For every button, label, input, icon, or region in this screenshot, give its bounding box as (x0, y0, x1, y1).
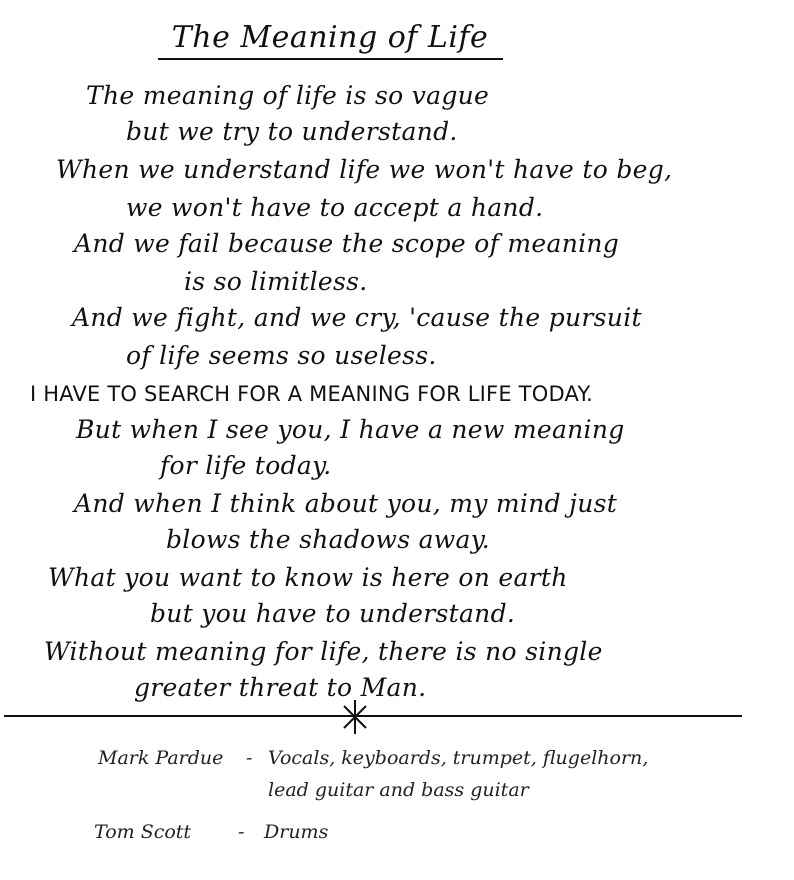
lyric-line-9: I HAVE TO SEARCH FOR A MEANING FOR LIFE TODAY. (30, 382, 594, 406)
lyric-line-3: When we understand life we won't have to beg, (56, 155, 673, 184)
credit-role: Drums (264, 821, 329, 843)
lyric-line-15: but you have to understand. (150, 599, 516, 628)
title-underline (158, 58, 503, 60)
lyric-line-2: but we try to understand. (126, 117, 458, 146)
credit-name: Mark Pardue (98, 747, 224, 769)
lyric-line-4: we won't have to accept a hand. (126, 193, 544, 222)
lyric-line-5: And we fail because the scope of meaning (74, 229, 620, 258)
lyric-line-1: The meaning of life is so vague (86, 81, 490, 110)
page-title: The Meaning of Life (171, 20, 489, 55)
lyric-line-7: And we fight, and we cry, 'cause the pursuit (72, 303, 642, 332)
credit-separator: - (246, 747, 253, 769)
lyric-line-14: What you want to know is here on earth (48, 563, 568, 592)
lyric-line-16: Without meaning for life, there is no single (44, 637, 603, 666)
lyric-line-6: is so limitless. (184, 267, 368, 296)
lyric-line-12: And when I think about you, my mind just (74, 489, 618, 518)
credit-role: Vocals, keyboards, trumpet, flugelhorn, (268, 747, 649, 769)
asterisk-icon (340, 697, 370, 737)
credit-name: Tom Scott (94, 821, 192, 843)
credit-role-continued: lead guitar and bass guitar (268, 779, 529, 801)
lyric-line-13: blows the shadows away. (166, 525, 491, 554)
lyric-line-8: of life seems so useless. (126, 341, 437, 370)
lyric-line-10: But when I see you, I have a new meaning (76, 415, 625, 444)
lyric-line-11: for life today. (160, 451, 332, 480)
divider-line (4, 715, 742, 717)
lyric-line-17: greater threat to Man. (134, 673, 427, 702)
credit-separator: - (238, 821, 245, 843)
